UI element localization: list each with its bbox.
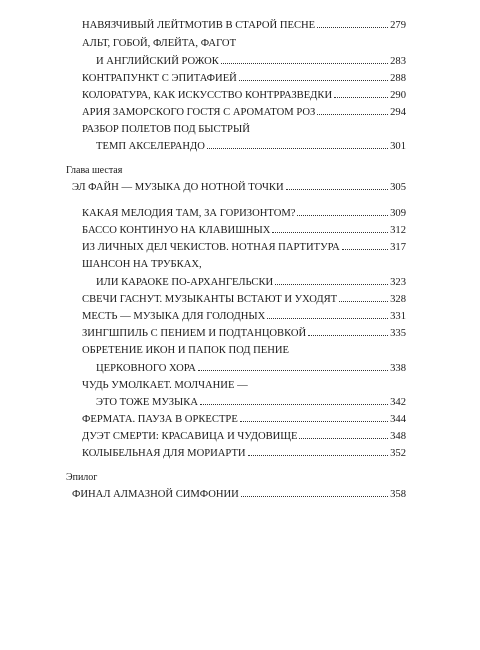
toc-entry	[82, 106, 406, 120]
toc-entry-title: АРИЯ ЗАМОРСКОГО ГОСТЯ С АРОМАТОМ РОЗ	[82, 107, 316, 118]
toc-entry-title: КАКАЯ МЕЛОДИЯ ТАМ, ЗА ГОРИЗОНТОМ?	[82, 208, 296, 219]
toc-entry	[82, 72, 406, 86]
toc-entry-page: 283	[390, 56, 406, 67]
toc-entry-page: 352	[390, 448, 406, 459]
dot-leader	[339, 301, 388, 302]
toc-entry-title: ИЗ ЛИЧНЫХ ДЕЛ ЧЕКИСТОВ. НОТНАЯ ПАРТИТУРА	[82, 242, 340, 253]
toc-entry-page: 288	[390, 73, 406, 84]
toc-entry	[82, 224, 406, 238]
toc-entry-title: ЦЕРКОВНОГО ХОРА	[96, 363, 196, 374]
dot-leader	[308, 335, 388, 336]
toc-entry	[96, 396, 406, 410]
toc-entry-page: 290	[390, 90, 406, 101]
toc-entry-page: 317	[390, 242, 406, 253]
toc-entry-page: 344	[390, 414, 406, 425]
toc-entry-page: 323	[390, 277, 406, 288]
epilogue-heading: Эпилог	[66, 472, 98, 483]
toc-entry	[82, 207, 406, 221]
toc-entry	[82, 89, 406, 103]
dot-leader	[221, 63, 388, 64]
toc-entry-page: 309	[390, 208, 406, 219]
toc-entry-title: ЭЛ ФАЙН — МУЗЫКА ДО НОТНОЙ ТОЧКИ	[72, 182, 284, 193]
chapter-heading: Глава шестая	[66, 165, 123, 176]
toc-entry-page: 331	[390, 311, 406, 322]
dot-leader	[207, 148, 388, 149]
toc-entry-epilogue	[72, 488, 406, 502]
toc-entry-title: СВЕЧИ ГАСНУТ. МУЗЫКАНТЫ ВСТАЮТ И УХОДЯТ	[82, 294, 338, 305]
toc-entry-page: 358	[390, 489, 406, 500]
dot-leader	[299, 438, 388, 439]
toc-entry-title-line: ШАНСОН НА ТРУБКАХ,	[82, 259, 202, 270]
dot-leader	[286, 189, 388, 190]
toc-entry	[82, 241, 406, 255]
toc-entry-page: 335	[390, 328, 406, 339]
toc-entry	[96, 140, 406, 154]
toc-entry-page: 328	[390, 294, 406, 305]
dot-leader	[241, 496, 388, 497]
toc-entry-page: 348	[390, 431, 406, 442]
toc-entry-title: МЕСТЬ — МУЗЫКА ДЛЯ ГОЛОДНЫХ	[82, 311, 266, 322]
dot-leader	[297, 215, 388, 216]
toc-entry	[82, 19, 406, 33]
dot-leader	[272, 232, 388, 233]
toc-entry-title: ТЕМП АКСЕЛЕРАНДО	[96, 141, 205, 152]
dot-leader	[239, 80, 388, 81]
toc-entry-title-line: ОБРЕТЕНИЕ ИКОН И ПАПОК ПОД ПЕНИЕ	[82, 345, 290, 356]
toc-entry-title: ЗИНГШПИЛЬ С ПЕНИЕМ И ПОДТАНЦОВКОЙ	[82, 328, 307, 339]
toc-entry-page: 312	[390, 225, 406, 236]
toc-entry-title: ФИНАЛ АЛМАЗНОЙ СИМФОНИИ	[72, 489, 239, 500]
toc-entry-title: ИЛИ КАРАОКЕ ПО-АРХАНГЕЛЬСКИ	[96, 277, 274, 288]
dot-leader	[248, 455, 389, 456]
toc-entry-title: И АНГЛИЙСКИЙ РОЖОК	[96, 56, 219, 67]
toc-entry	[82, 293, 406, 307]
toc-entry	[96, 362, 406, 376]
dot-leader	[334, 97, 388, 98]
dot-leader	[200, 404, 388, 405]
toc-entry-page: 305	[390, 182, 406, 193]
toc-entry-title: ДУЭТ СМЕРТИ: КРАСАВИЦА И ЧУДОВИЩЕ	[82, 431, 298, 442]
dot-leader	[240, 421, 388, 422]
toc-entry-chapter	[72, 181, 406, 195]
dot-leader	[275, 284, 388, 285]
dot-leader	[198, 370, 388, 371]
toc-entry	[82, 413, 406, 427]
toc-entry	[96, 276, 406, 290]
toc-entry-page: 342	[390, 397, 406, 408]
toc-entry	[96, 55, 406, 69]
toc-entry-title-line: АЛЬТ, ГОБОЙ, ФЛЕЙТА, ФАГОТ	[82, 38, 237, 49]
dot-leader	[267, 318, 388, 319]
dot-leader	[317, 114, 388, 115]
toc-entry-title: КОЛОРАТУРА, КАК ИСКУССТВО КОНТРРАЗВЕДКИ	[82, 90, 333, 101]
toc-entry-title: ФЕРМАТА. ПАУЗА В ОРКЕСТРЕ	[82, 414, 238, 425]
toc-entry	[82, 447, 406, 461]
toc-entry-page: 301	[390, 141, 406, 152]
toc-entry-title: КОНТРАПУНКТ С ЭПИТАФИЕЙ	[82, 73, 237, 84]
toc-entry-page: 338	[390, 363, 406, 374]
toc-entry-page: 294	[390, 107, 406, 118]
toc-entry-page: 279	[390, 20, 406, 31]
toc-entry	[82, 430, 406, 444]
toc-entry-title: НАВЯЗЧИВЫЙ ЛЕЙТМОТИВ В СТАРОЙ ПЕСНЕ	[82, 20, 316, 31]
toc-entry-title-line: ЧУДЬ УМОЛКАЕТ. МОЛЧАНИЕ —	[82, 380, 248, 391]
toc-entry-title: БАССО КОНТИНУО НА КЛАВИШНЫХ	[82, 225, 271, 236]
dot-leader	[342, 249, 388, 250]
toc-entry	[82, 310, 406, 324]
dot-leader	[317, 27, 388, 28]
toc-entry-title-line: РАЗБОР ПОЛЕТОВ ПОД БЫСТРЫЙ	[82, 124, 250, 135]
toc-entry-title: ЭТО ТОЖЕ МУЗЫКА	[96, 397, 198, 408]
toc-entry-title: КОЛЫБЕЛЬНАЯ ДЛЯ МОРИАРТИ	[82, 448, 246, 459]
toc-entry	[82, 327, 406, 341]
